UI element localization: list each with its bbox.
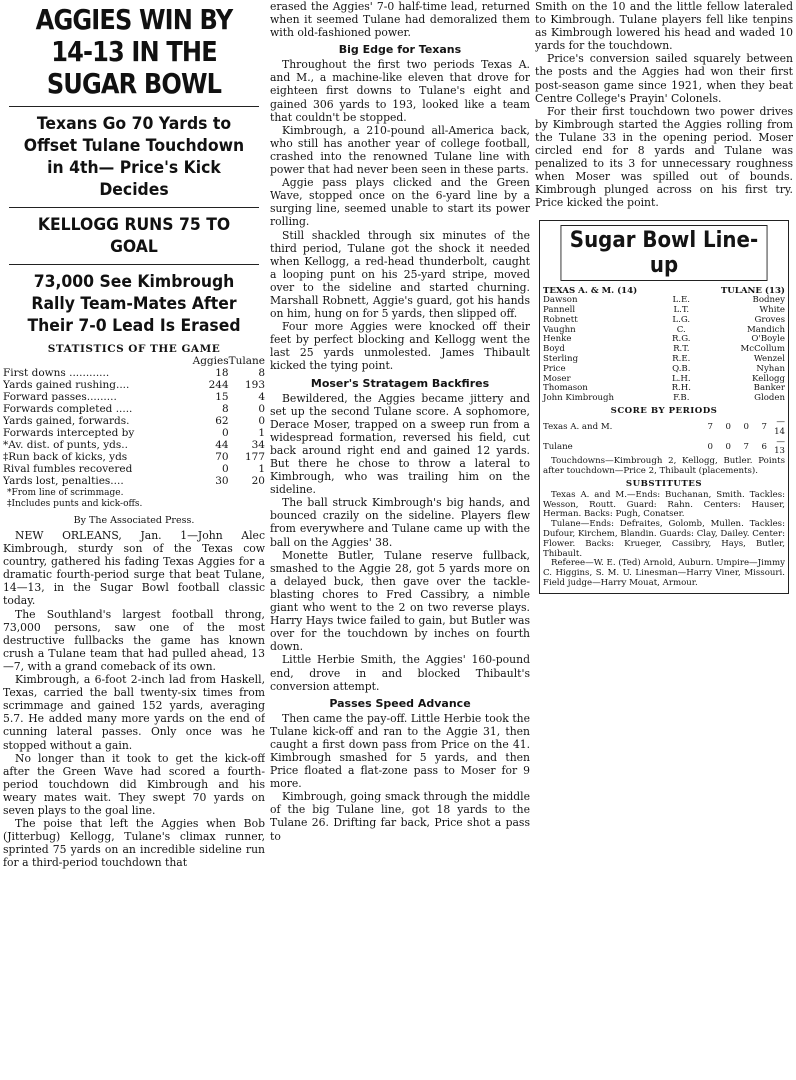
stats-label: Rival fumbles recovered (3, 463, 133, 475)
article-paragraph: Kimbrough, a 6-foot 2-inch lad from Haskell, Texas, carried the ball twenty-six times from scrimmage and gained 152 yards, averaging 5.7. He added many more yards on the end of cunning lateral passes. Only once was he stopped without a gain. (3, 673, 265, 752)
score-q3: 0 (743, 421, 749, 432)
lineup-tulane-player: White (759, 305, 785, 316)
lineup-tulane-player: Groves (754, 314, 785, 325)
stats-aggies-value: 62 (215, 415, 229, 427)
lineup-box (539, 220, 789, 594)
article-paragraph: Aggie pass plays clicked and the Green Wave, stopped once on the 6-yard line by a surging line, seemed unable to start its power rolling. (270, 176, 530, 229)
lineup-position: L.T. (673, 305, 690, 316)
article-paragraph: Still shackled through six minutes of the third period, Tulane got the shock it needed when Kellogg, a red-head thunderbolt, caught a looping punt on his 25-yard stripe, moved over to the sideline and started churning. Marshall Robnett, Aggie's guard, got his hands on him, hung on for 5 yards, then slipped off. (270, 228, 530, 321)
stats-label: Forwards completed ..... (3, 403, 133, 415)
stats-tulane-value: 0 (258, 415, 265, 427)
score-q1: 7 (707, 421, 713, 432)
lineup-tulane-player: Banker (753, 383, 785, 394)
stats-row (3, 451, 265, 463)
stats-label: ‡Run back of kicks, yds (3, 451, 128, 463)
stats-label: Yards lost, penalties.... (3, 475, 124, 487)
stats-tulane-value: 4 (258, 391, 265, 403)
stats-tulane-value: 8 (258, 367, 265, 379)
score-heading: SCORE BY PERIODS (610, 406, 718, 417)
lineup-row (543, 326, 785, 336)
article-paragraph: Monette Butler, Tulane reserve fullback, smashed to the Aggie 28, got 5 yards more on a delayed buck, then gave over the tackle-blasting chores to Fred Cassibry, a nimble giant who went to the 2 on two reverse plays. Harry Hays twice failed to gain, but Butler was over for the touchdown by inches on fourth down. (270, 548, 530, 654)
lineup-tulane-player: Nyhan (756, 363, 785, 374)
lineup-tulane-player: Mandich (746, 324, 785, 335)
score-q1: 0 (707, 441, 713, 452)
lineup-tulane-player: McCollum (740, 344, 785, 355)
stats-tulane-value: 177 (244, 451, 265, 463)
score-q4: 6 (761, 441, 767, 452)
stats-aggies-value: 8 (221, 403, 229, 415)
article-paragraph: Throughout the first two periods Texas A. and M., a machine-like eleven that drove for eighteen first downs to Tulane's eight and gained 306 yards to 193, looked like a team that couldn't be stopped. (270, 58, 530, 124)
column-3 (535, 0, 793, 1080)
divider (9, 106, 259, 107)
team-a-label: TEXAS A. & M. (14) (543, 285, 638, 296)
stats-row (3, 427, 265, 439)
continuation-paragraph: Smith on the 10 and the little fellow lateraled to Kimbrough. Tulane players fell like tenpins as Kimbrough lowered his head and waded 10 yards for the touchdown. (535, 0, 793, 53)
lineup-position: C. (676, 324, 686, 335)
stats-tulane-value: 193 (244, 379, 265, 391)
lineup-texas-player: Thomason (543, 383, 588, 394)
lineup-tulane-player: O'Boyle (751, 334, 785, 345)
lineup-position: R.H. (671, 383, 691, 394)
lineup-position: L.G. (672, 314, 691, 325)
subhead-passes: Passes Speed Advance (329, 696, 471, 710)
lineup-row (543, 345, 785, 355)
stats-aggies-value: 15 (215, 391, 229, 403)
stats-tulane-value: 34 (251, 439, 265, 451)
footnote-2: ‡Includes punts and kick-offs. (7, 499, 143, 509)
score-team: Tulane (543, 441, 573, 452)
stats-aggies-value: 0 (221, 463, 229, 475)
stats-row (3, 379, 265, 391)
article-paragraph: For their first touchdown two power drives by Kimbrough started the Aggies rolling from the Tulane 33 in the opening period. Moser circled end for 8 yards and Tulane was penalized to its 3 for unnecessary roughness when Moser was spilled out of bounds. Kimbrough plunged across on his first try. Price kicked the point. (535, 104, 793, 210)
lineup-position: L.H. (671, 373, 691, 384)
divider (9, 207, 259, 208)
lineup-texas-player: John Kimbrough (543, 393, 615, 404)
stats-table (3, 355, 265, 487)
lineup-position: R.T. (673, 344, 690, 355)
stats-tulane-value: 1 (258, 463, 265, 475)
main-headline: AGGIES WIN BY 14-13 IN THE SUGAR BOWL (35, 3, 233, 100)
lineup-header-row (543, 287, 785, 297)
stats-aggies-value: 44 (215, 439, 229, 451)
lineup-tulane-player: Kellogg (752, 373, 785, 384)
stats-row (3, 463, 265, 475)
stats-row (3, 439, 265, 451)
score-q2: 0 (725, 441, 731, 452)
stats-aggies-value: 70 (215, 451, 229, 463)
stats-title: STATISTICS OF THE GAME (47, 343, 221, 355)
article-body-1 (3, 529, 265, 869)
article-body-2b (270, 392, 530, 693)
article-paragraph: No longer than it took to get the kick-off after the Green Wave had scored a fourth-period touchdown did Kimbrough and his weary mates wait. They swept 70 yards on seven plays to the goal line. (3, 751, 265, 817)
lineup-tulane-player: Gloden (754, 393, 785, 404)
stats-row (3, 475, 265, 487)
score-q4: 7 (761, 421, 767, 432)
lineup-texas-player: Dawson (543, 295, 578, 306)
lineup-texas-player: Boyd (543, 344, 565, 355)
lineup-texas-player: Henke (543, 334, 572, 345)
lineup-position: R.E. (672, 354, 691, 365)
deck-1: Texans Go 70 Yards to Offset Tulane Touchdown in 4th— Price's Kick Decides (23, 114, 245, 200)
article-paragraph: Four more Aggies were knocked off their feet by perfect blocking and Kellogg went the last 25 yards unmolested. James Thibault kicked the tying point. (270, 320, 530, 373)
article-paragraph: Price's conversion sailed squarely between the posts and the Aggies had won their first post-season game since 1921, when they beat Centre College's Prayin' Colonels. (535, 52, 793, 105)
stats-header-row (3, 355, 265, 367)
stats-aggies-value: 244 (208, 379, 229, 391)
deck-3: 73,000 See Kimbrough Rally Team-Mates After Their 7-0 Lead Is Erased (27, 272, 241, 336)
lineup-row (543, 355, 785, 365)
article-body-3 (535, 52, 793, 209)
lineup-texas-player: Robnett (543, 314, 578, 325)
stats-label: Yards gained rushing.... (3, 379, 130, 391)
lineup-position: Q.B. (672, 363, 691, 374)
subs-heading: SUBSTITUTES (625, 478, 703, 489)
lineup-texas-player: Moser (543, 373, 571, 384)
divider (9, 264, 259, 265)
stats-col-aggies: Aggies (192, 355, 229, 367)
article-body-2a (270, 58, 530, 372)
score-q2: 0 (725, 421, 731, 432)
stats-label: Yards gained, forwards. (3, 415, 130, 427)
score-total: —14 (774, 417, 785, 437)
lineup-tulane-player: Bodney (752, 295, 785, 306)
stats-aggies-value: 0 (221, 427, 229, 439)
article-paragraph: Kimbrough, a 210-pound all-America back, who still has another year of college football, crashed into the renowned Tulane line with power that had never been seen in these parts. (270, 123, 530, 177)
subs-texas: Texas A. and M.—Ends: Buchanan, Smith. Tackles: Wesson, Routt. Guard: Rahn. Centers: Hauser, Herman. Backs: Pugh, Conatser. (543, 489, 785, 520)
lineup-title: Sugar Bowl Line-up (561, 225, 768, 281)
article-paragraph: Little Herbie Smith, the Aggies' 160-pound end, drove in and blocked Thibault's conversion attempt. (270, 653, 530, 693)
stats-aggies-value: 30 (215, 475, 229, 487)
stats-row (3, 391, 265, 403)
stats-col-tulane: Tulane (228, 355, 265, 367)
lineup-texas-player: Pannell (543, 305, 576, 316)
lineup-table (543, 287, 785, 405)
byline: By The Associated Press. (73, 515, 195, 526)
lineup-row (543, 306, 785, 316)
score-row (543, 438, 785, 458)
team-b-label: TULANE (13) (720, 285, 785, 296)
stats-label: First downs ............ (3, 367, 110, 379)
lineup-row (543, 365, 785, 375)
lineup-row (543, 394, 785, 404)
article-paragraph: The ball struck Kimbrough's big hands, and bounced crazily on the sideline. Players flew from everywhere and Tulane came up with the ball on the Aggies' 38. (270, 496, 530, 549)
lineup-position: F.B. (673, 393, 690, 404)
score-row (543, 418, 785, 438)
lineup-tulane-player: Wenzel (753, 354, 785, 365)
article-paragraph: NEW ORLEANS, Jan. 1—John Alec Kimbrough, sturdy son of the Texas cow country, gathered his fading Texas Aggies for a dramatic fourth-period surge that beat Tulane, 14—13, in the Sugar Bowl football classic today. (3, 529, 265, 608)
lineup-position: R.G. (672, 334, 691, 345)
subs-tulane: Tulane—Ends: Defraites, Golomb, Mullen. Tackles: Dufour, Kirchem, Blandin. Guards: Clay, Dailey. Center: Flower. Backs: Krueger, Cassibry, Hays, Butler, Thibault. (543, 519, 785, 559)
column-2 (270, 0, 530, 1080)
stats-tulane-value: 0 (258, 403, 265, 415)
footnote-1: *From line of scrimmage. (7, 488, 124, 498)
stats-label: *Av. dist. of punts, yds.. (3, 439, 128, 451)
stats-tulane-value: 20 (251, 475, 265, 487)
article-paragraph: Bewildered, the Aggies became jittery and set up the second Tulane score. A sophomore, Derace Moser, trapped on a sweep run from a widespread formation, reversed his field, cut back around right end and gained 12 yards. But there he chose to throw a lateral to Kimbrough, who was trailing him on the sideline. (270, 391, 530, 497)
article-paragraph: The poise that left the Aggies when Bob (Jitterbug) Kellogg, Tulane's climax runner, sprinted 75 yards on an incredible sideline run for a third-period touchdown that (3, 817, 265, 870)
stats-row (3, 367, 265, 379)
score-team: Texas A. and M. (543, 421, 613, 432)
stats-aggies-value: 18 (215, 367, 229, 379)
lineup-texas-player: Price (543, 363, 566, 374)
article-body-2c (270, 712, 530, 843)
column-1 (3, 0, 265, 1080)
deck-2: KELLOGG RUNS 75 TO GOAL (37, 215, 231, 257)
subhead-big-edge: Big Edge for Texans (338, 43, 462, 57)
lineup-texas-player: Sterling (543, 354, 579, 365)
score-table (543, 418, 785, 457)
lineup-position: L.E. (672, 295, 690, 306)
score-total: —13 (774, 436, 785, 457)
stats-label: Forward passes......... (3, 391, 117, 403)
stats-label: Forwards intercepted by (3, 427, 135, 439)
officials: Referee—W. E. (Ted) Arnold, Auburn. Umpire—Jimmy C. Higgins, S. M. U. Linesman—Harry Viner, Missouri. Field judge—Harry Mouat, Armour. (543, 558, 785, 589)
article-paragraph: Kimbrough, going smack through the middle of the big Tulane line, got 18 yards to the Tulane 26. Drifting far back, Price shot a pass to (270, 790, 530, 843)
continuation-paragraph: erased the Aggies' 7-0 half-time lead, returned when it seemed Tulane had demoralized them with old-fashioned power. (270, 0, 530, 40)
article-paragraph: Then came the pay-off. Little Herbie took the Tulane kick-off and ran to the Aggie 31, then caught a first down pass from Price on the 41. Kimbrough smashed for 5 yards, and then Price floated a flat-zone pass to Moser for 9 more. (270, 711, 530, 791)
subhead-moser: Moser's Stratagem Backfires (310, 376, 490, 390)
stats-tulane-value: 1 (258, 427, 265, 439)
lineup-row (543, 296, 785, 306)
scoring-summary: Touchdowns—Kimbrough 2, Kellogg, Butler. Points after touchdown—Price 2, Thibault (placements). (543, 456, 785, 477)
lineup-texas-player: Vaughn (543, 324, 576, 335)
score-q3: 7 (743, 441, 749, 452)
stats-row (3, 415, 265, 427)
stats-row (3, 403, 265, 415)
article-paragraph: The Southland's largest football throng, 73,000 persons, saw one of the most destructive fullbacks the game has known crush a Tulane team that had pulled ahead, 13—7, with a grand comeback of its own. (3, 607, 265, 673)
